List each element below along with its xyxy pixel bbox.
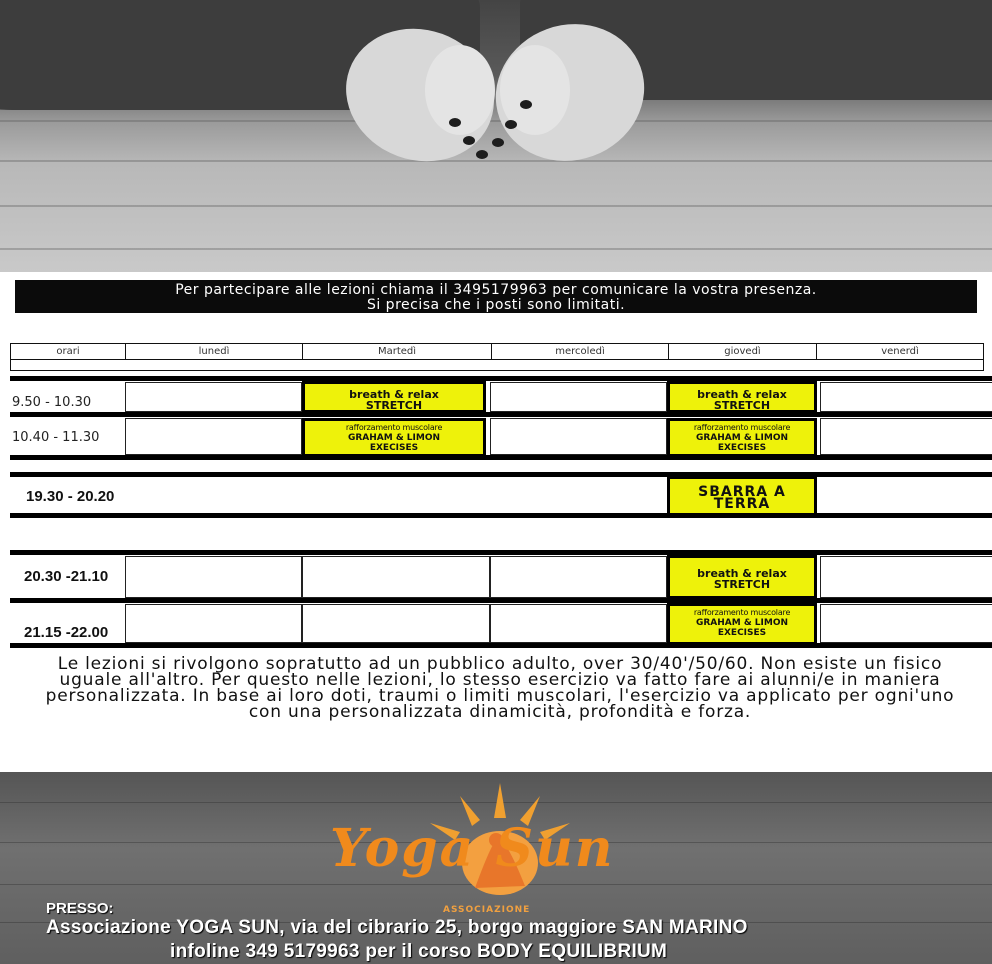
class-thu-r5-title: GRAHAM & LIMON (695, 618, 789, 628)
header-martedi: Martedì (303, 344, 492, 359)
header-orari: orari (11, 344, 126, 359)
cell-r5-lun (125, 604, 302, 643)
class-thu-r5-pre: rafforzamento muscolare (693, 608, 791, 617)
hero-photo (0, 0, 992, 272)
time-row-3: 19.30 - 20.20 (26, 488, 115, 505)
class-thu-r1 (667, 381, 817, 413)
logo-subtitle: ASSOCIAZIONE (443, 905, 531, 915)
cell-r3-empty (125, 478, 665, 511)
class-tue-r1-title: breath & relax (349, 388, 439, 401)
header-giovedi: giovedì (669, 344, 817, 359)
class-thu-r3-title: SBARRA A (698, 484, 786, 500)
footer-presso: PRESSO: (46, 900, 114, 917)
notice-line-1: Per partecipare alle lezioni chiama il 3495179963 per comunicare la vostra presenza. (175, 282, 817, 298)
class-thu-r5 (667, 603, 817, 645)
cell-r4-ven (820, 556, 992, 598)
notice-bar (15, 280, 977, 313)
cell-r5-mer (490, 604, 667, 643)
class-thu-r3-sub: TERRA (713, 496, 771, 512)
class-tue-r2-title: GRAHAM & LIMON (347, 433, 441, 443)
logo-wordmark: Yoga Sun (330, 818, 615, 879)
cell-r4-mar (302, 556, 490, 598)
cell-r5-ven (820, 604, 992, 643)
class-thu-r2-pre: rafforzamento muscolare (693, 423, 791, 432)
time-row-1: 9.50 - 10.30 (12, 395, 92, 410)
class-thu-r5-sub: EXECISES (717, 628, 767, 638)
class-thu-r2-title: GRAHAM & LIMON (695, 433, 789, 443)
class-thu-r1-sub: STRETCH (713, 399, 771, 412)
cell-r1-ven (820, 382, 992, 412)
header-spacer-row (10, 358, 984, 371)
class-thu-r1-title: breath & relax (697, 388, 787, 401)
time-row-5: 21.15 -22.00 (24, 624, 109, 641)
time-row-4: 20.30 -21.10 (24, 568, 109, 585)
cell-r3-ven (820, 478, 992, 511)
class-thu-r2 (667, 418, 817, 457)
class-tue-r2-sub: EXECISES (369, 443, 419, 453)
class-tue-r2-pre: rafforzamento muscolare (345, 423, 443, 432)
footer-address: Associazione YOGA SUN, via del cibrario 25, borgo maggiore SAN MARINO (46, 917, 748, 938)
notice-line-2: Si precisa che i posti sono limitati. (366, 297, 626, 313)
class-thu-r4 (667, 555, 817, 599)
cell-r2-lun (125, 418, 302, 455)
class-thu-r3 (667, 476, 817, 516)
class-thu-r2-sub: EXECISES (717, 443, 767, 453)
class-thu-r4-title: breath & relax (697, 567, 787, 580)
class-tue-r1-sub: STRETCH (365, 399, 423, 412)
cell-r4-mer (490, 556, 667, 598)
header-lunedi: lunedì (126, 344, 303, 359)
footer-infoline: infoline 349 5179963 per il corso BODY EQUILIBRIUM (170, 941, 668, 962)
class-tue-r1 (302, 381, 486, 413)
description-text: Le lezioni si rivolgono sopratutto ad un pubblico adulto, over 30/40'/50/60. Non esiste un fisico uguale all'altro. Per questo nelle lezioni, lo stesso esercizio va fatto fare ai alunni/e in maniera personalizzata. In base ai loro doti, traumi o limiti muscolari, l'esercizio va applicato per ogni'uno con una personalizzata dinamicità, profondità e forza. (45, 654, 955, 722)
class-thu-r4-sub: STRETCH (713, 578, 771, 591)
time-row-2: 10.40 - 11.30 (12, 430, 100, 445)
cell-r5-mar (302, 604, 490, 643)
cell-r1-mer (490, 382, 667, 412)
cell-r4-lun (125, 556, 302, 598)
cell-r2-mer (490, 418, 667, 455)
cell-r1-lun (125, 382, 302, 412)
header-mercoledi: mercoledì (492, 344, 669, 359)
cell-r2-ven (820, 418, 992, 455)
header-venerdi: venerdì (881, 346, 919, 357)
class-tue-r2 (302, 418, 486, 457)
